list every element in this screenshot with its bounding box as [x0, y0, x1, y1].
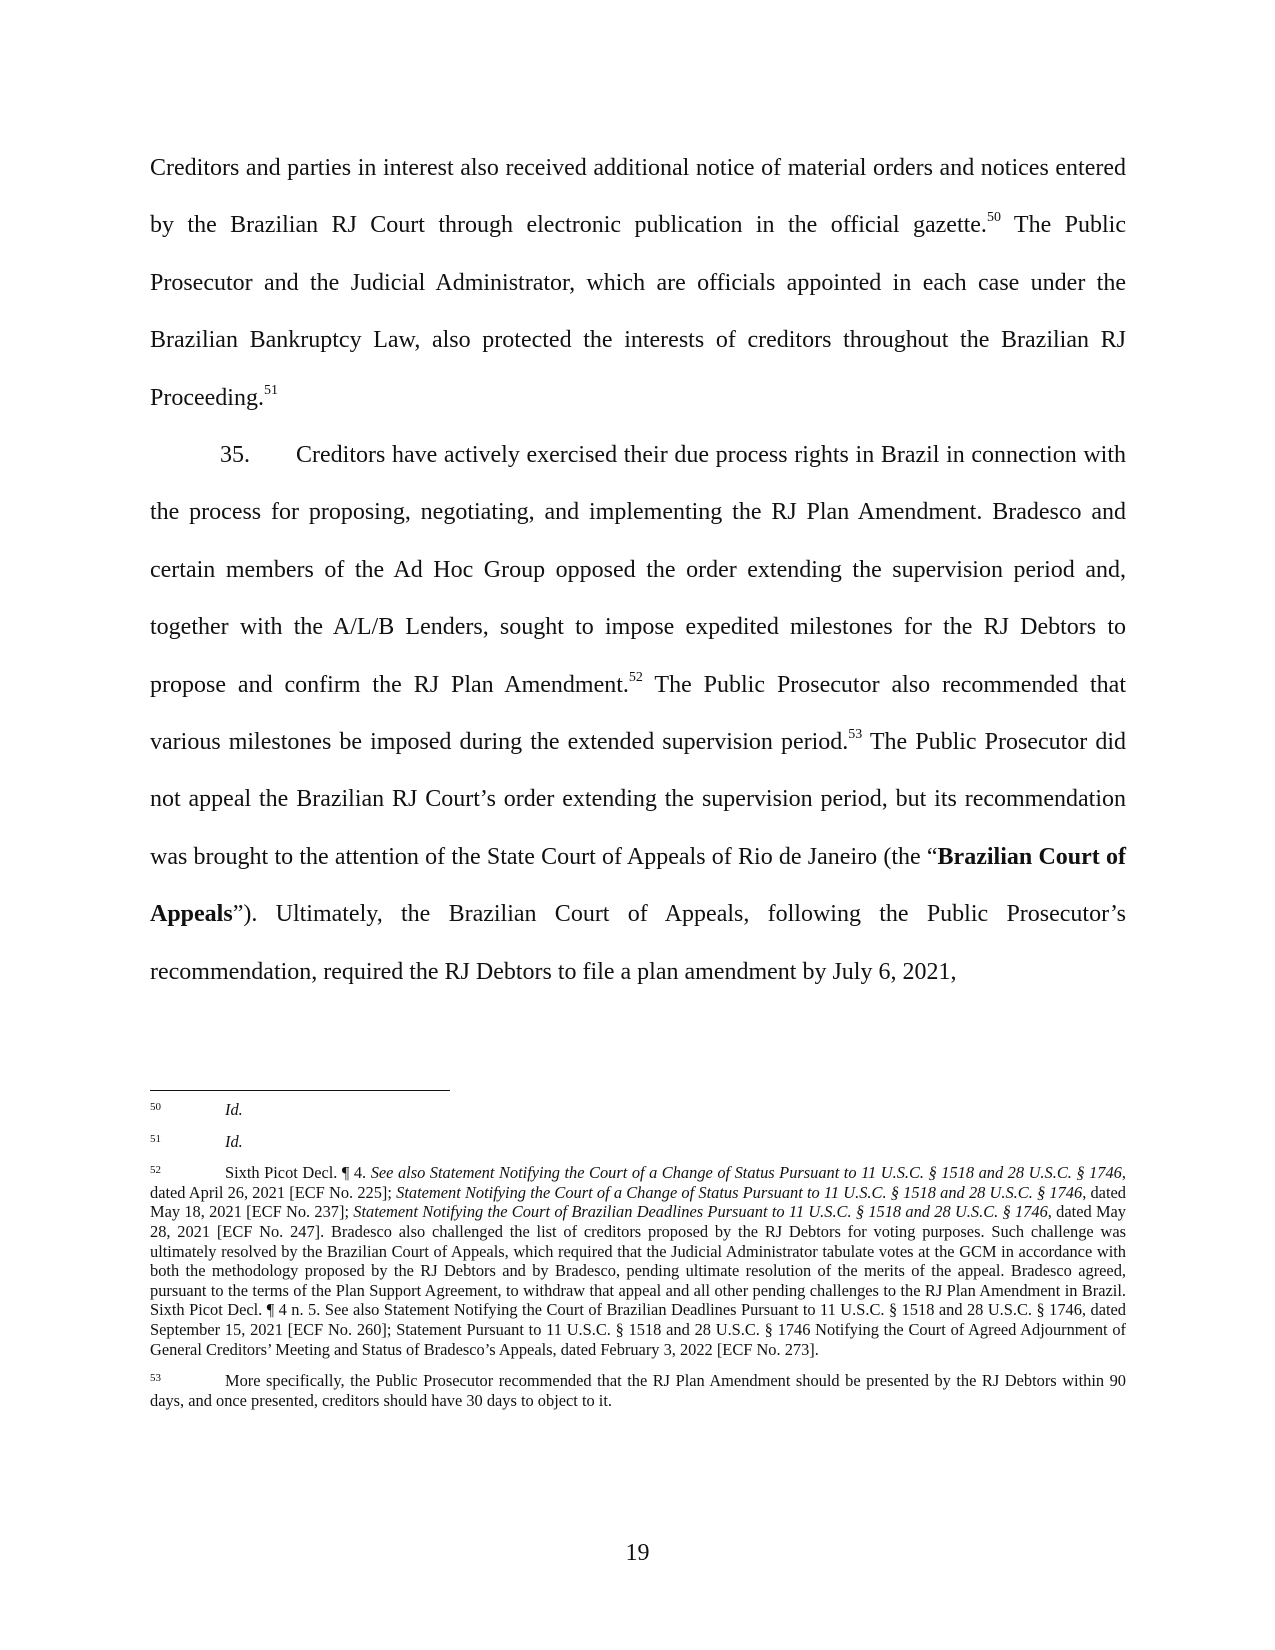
page-number: 19	[625, 1540, 650, 1566]
footnote-53: 53 More specifically, the Public Prosecutor recommended that the RJ Plan Amendment should be presented by the RJ Debtors within 90 days, and once presented, creditors should have 30 days to object to it.	[150, 1371, 1126, 1410]
footnote-ref-50[interactable]: 50	[986, 210, 1001, 226]
footnote-separator	[150, 1090, 450, 1091]
footnote-ref-51[interactable]: 51	[263, 382, 278, 398]
paragraph-35: 35. Creditors have actively exercised their due process rights in Brazil in connection with the process for proposing, negotiating, and implementing the RJ Plan Amendment. Bradesco and certain members of the Ad Hoc Group opposed the order extending the supervision period and, together with the A/L/B Lenders, sought to impose expedited milestones for the RJ Debtors to propose and confirm the RJ Plan Amendment.$^{52}$ The Public Prosecutor also recommended that various milestones be imposed during the extended supervision period.$^{53}$ The Public Prosecutor did not appeal the Brazilian RJ Court’s order extending the supervision period, but its recommendation was brought to the attention of the State Court of Appeals of Rio de Janeiro (the “Brazilian Court of Appeals”). Ultimately, the Brazilian Court of Appeals, following the Public Prosecutor’s recommendation, required the RJ Debtors to file a plan amendment by July 6, 2021,	[150, 427, 1126, 1001]
paragraph-number: 35.	[220, 442, 250, 469]
footnote-ref-53[interactable]: 53	[848, 727, 863, 743]
body-text	[150, 140, 1126, 1001]
footnote-52: 52 Sixth Picot Decl. ¶ 4. See also Statement Notifying the Court of a Change of Status Pursuant to 11 U.S.C. § 1518 and 28 U.S.C. § 1746, dated April 26, 2021 [ECF No. 225]; Statement Notifying the Court of a Change of Status Pursuant to 11 U.S.C. § 1518 and 28 U.S.C. § 1746, dated May 18, 2021 [ECF No. 237]; Statement Notifying the Court of Brazilian Deadlines Pursuant to 11 U.S.C. § 1518 and 28 U.S.C. § 1746, dated May 28, 2021 [ECF No. 247]. Bradesco also challenged the list of creditors proposed by the RJ Debtors for voting purposes. Such challenge was ultimately resolved by the Brazilian Court of Appeals, which required that the Judicial Administrator tabulate votes at the GCM in accordance with both the methodology proposed by the RJ Debtors and by Bradesco, pending ultimate resolution of the merits of the appeal. Bradesco agreed, pursuant to the terms of the Plan Support Agreement, to withdraw that appeal and all other pending challenges to the RJ Plan Amendment in Brazil. Sixth Picot Decl. ¶ 4 n. 5. See also Statement Notifying the Court of Brazilian Deadlines Pursuant to 11 U.S.C. § 1518 and 28 U.S.C. § 1746, dated September 15, 2021 [ECF No. 260]; Statement Pursuant to 11 U.S.C. § 1518 and 28 U.S.C. § 1746 Notifying the Court of Agreed Adjournment of General Creditors’ Meeting and Status of Bradesco’s Appeals, dated February 3, 2022 [ECF No. 273].	[150, 1163, 1126, 1359]
footnotes	[150, 1100, 1126, 1422]
footnote-ref-52[interactable]: 52	[628, 669, 643, 685]
defined-term: Brazilian Court of Appeals	[150, 843, 1126, 928]
footnote-50: 50 Id.	[150, 1100, 243, 1119]
paragraph-continuation: Creditors and parties in interest also received additional notice of material orders and notices entered by the Brazilian RJ Court through electronic publication in the official gazette.$^{50}$ The Public Prosecutor and the Judicial Administrator, which are officials appointed in each case under the Brazilian Bankruptcy Law, also protected the interests of creditors throughout the Brazilian RJ Proceeding.$^{51}$	[150, 155, 1126, 411]
footnote-51: 51 Id.	[150, 1131, 243, 1151]
